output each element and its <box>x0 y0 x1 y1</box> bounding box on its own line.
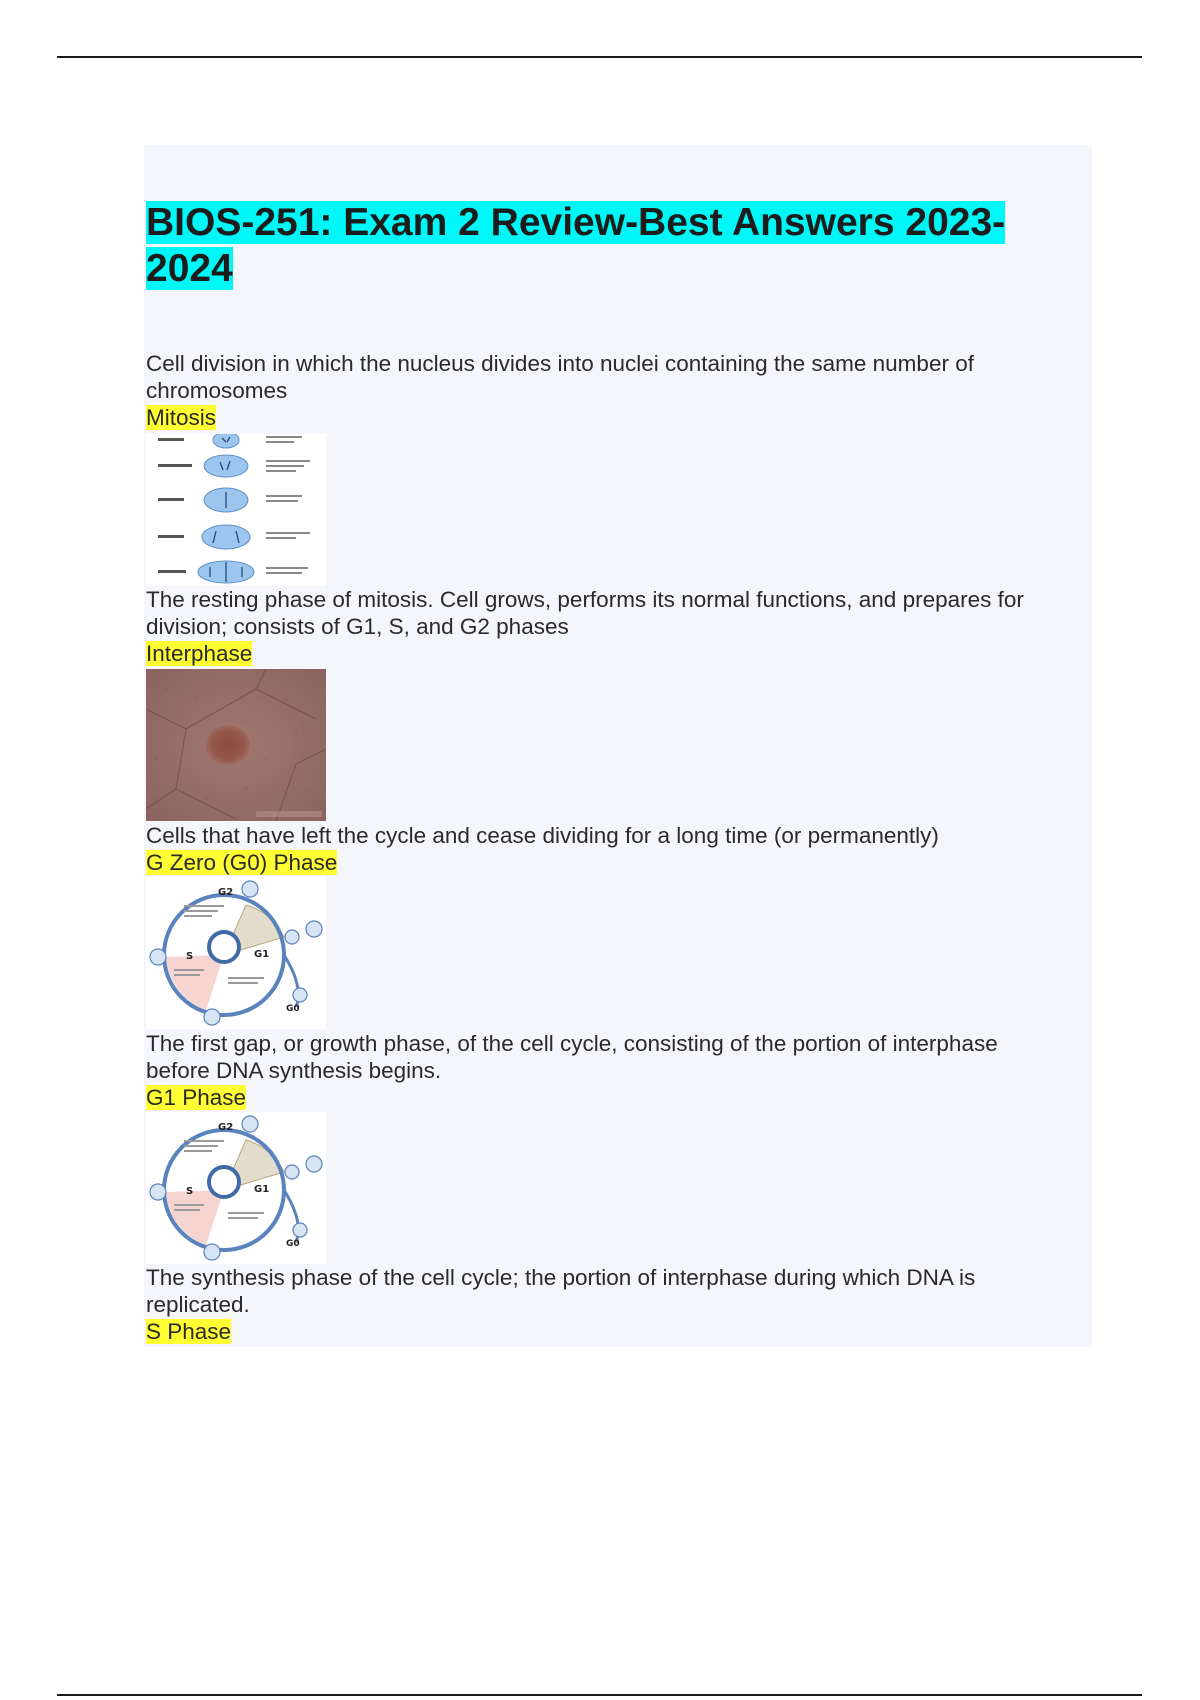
mitosis-stages-figure <box>146 434 326 586</box>
g1-label: G1 <box>254 949 270 960</box>
card-question: The synthesis phase of the cell cycle; the portion of interphase during which DNA is replicated. <box>146 1265 976 1317</box>
card-answer: G Zero (G0) Phase <box>146 850 338 875</box>
g1-label: G1 <box>254 1184 270 1195</box>
top-rule <box>57 56 1142 58</box>
cell-cycle-figure-2 <box>146 1112 326 1264</box>
flashcard-s-phase <box>146 1264 1066 1345</box>
s-label: S <box>186 951 194 962</box>
g0-label: G0 <box>286 1239 300 1249</box>
flashcard-g1-phase <box>146 1030 1066 1111</box>
card-question: The resting phase of mitosis. Cell grows, performs its normal functions, and prepares for division; consists of G1, S, and G2 phases <box>146 587 1024 639</box>
interphase-micrograph <box>146 669 326 821</box>
g2-label: G2 <box>218 887 234 898</box>
document-title: BIOS-251: Exam 2 Review-Best Answers 2023-2024 <box>146 201 1006 290</box>
flashcard-mitosis <box>146 350 1066 431</box>
bottom-rule <box>57 1694 1142 1696</box>
g2-label: G2 <box>218 1122 234 1133</box>
s-label: S <box>186 1186 194 1197</box>
cell-cycle-diagram <box>146 1112 326 1264</box>
card-answer: G1 Phase <box>146 1085 247 1110</box>
card-question: The first gap, or growth phase, of the cell cycle, consisting of the portion of interphase before DNA synthesis begins. <box>146 1031 998 1083</box>
card-answer: Mitosis <box>146 405 217 430</box>
mitosis-stages-diagram <box>146 434 326 586</box>
cell-cycle-diagram <box>146 877 326 1029</box>
card-answer: Interphase <box>146 641 253 666</box>
g0-label: G0 <box>286 1004 300 1014</box>
flashcard-interphase <box>146 586 1066 667</box>
card-answer: S Phase <box>146 1319 232 1344</box>
flashcard-g0-phase <box>146 822 1066 876</box>
interphase-micrograph-figure <box>146 669 326 821</box>
card-question: Cells that have left the cycle and cease dividing for a long time (or permanently) <box>146 823 939 848</box>
card-question: Cell division in which the nucleus divides into nuclei containing the same number of chromosomes <box>146 351 974 403</box>
cell-cycle-figure-1 <box>146 877 326 1029</box>
